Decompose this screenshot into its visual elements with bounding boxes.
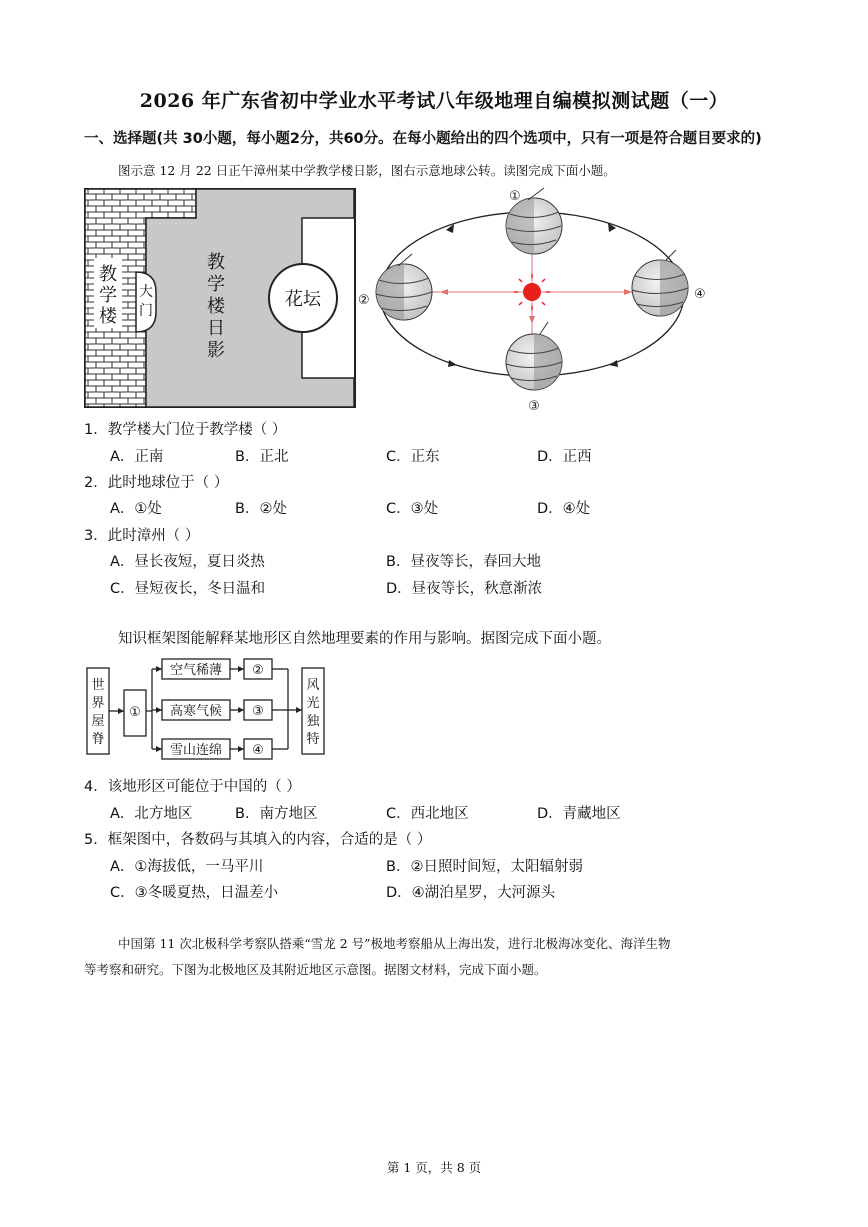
q1-option-c: C．正东: [386, 449, 440, 465]
svg-text:屋: 屋: [91, 714, 105, 729]
knowledge-framework-figure: [84, 656, 326, 760]
q2-option-d: D．④处: [537, 501, 591, 517]
svg-text:影: 影: [207, 340, 225, 361]
building-shadow-figure: [84, 188, 356, 408]
label-position-1: ①: [509, 189, 521, 204]
q4-option-a: A．北方地区: [110, 806, 193, 822]
intro-text-3-line2: 等考察和研究。下图为北极地区及其附近地区示意图。据图文材料，完成下面小题。: [84, 962, 547, 977]
earth-position-2: [376, 254, 432, 320]
question-3: 3．此时漳州（ ）: [84, 528, 200, 544]
q5-option-d: D．④湖泊星罗，大河源头: [386, 885, 556, 901]
label-position-4: ④: [694, 287, 706, 302]
q1-option-a: A．正南: [110, 449, 164, 465]
q3-option-d: D．昼夜等长，秋意渐浓: [386, 581, 543, 597]
svg-text:日: 日: [207, 318, 225, 339]
framework-box-2: 高寒气候: [169, 704, 223, 719]
sun: [523, 283, 541, 301]
framework-box-1: 空气稀薄: [169, 663, 223, 678]
q2-option-c: C．③处: [386, 501, 439, 517]
q4-option-d: D．青藏地区: [537, 806, 621, 822]
question-1: 1．教学楼大门位于教学楼（ ）: [84, 422, 287, 438]
svg-text:界: 界: [91, 696, 105, 711]
section-heading: 一、选择题(共 30小题，每小题2分，共60分。在每小题给出的四个选项中，只有一项是符合题目要求的): [84, 131, 762, 147]
q1-option-b: B．正北: [235, 449, 289, 465]
svg-text:楼: 楼: [207, 296, 225, 317]
intro-text-3-line1: 中国第 11 次北极科学考察队搭乘“雪龙 2 号”极地考察船从上海出发，进行北极海冰变化、海洋生物: [118, 936, 671, 951]
earth-position-4: [632, 250, 688, 316]
q1-option-d: D．正西: [537, 449, 592, 465]
q3-option-c: C．昼短夜长，冬日温和: [110, 581, 266, 597]
q4-option-c: C．西北地区: [386, 806, 469, 822]
framework-num-3: ③: [252, 704, 264, 719]
q2-option-a: A．①处: [110, 501, 162, 517]
label-position-3: ③: [528, 399, 540, 412]
flowerbed-label: 花坛: [285, 289, 321, 310]
building-label-2: 学: [99, 285, 117, 306]
svg-text:光: 光: [306, 696, 320, 711]
framework-center-box: ①: [129, 705, 141, 720]
gate-label-1: 大: [139, 284, 153, 300]
svg-text:世: 世: [91, 678, 105, 693]
svg-text:教: 教: [207, 252, 225, 273]
framework-box-3: 雪山连绵: [169, 743, 223, 758]
earth-revolution-figure: [354, 184, 716, 412]
intro-text-2: 知识框架图能解释某地形区自然地理要素的作用与影响。据图完成下面小题。: [118, 631, 611, 647]
svg-text:特: 特: [306, 732, 320, 747]
q5-option-b: B．②日照时间短，太阳辐射弱: [386, 859, 583, 875]
q4-option-b: B．南方地区: [235, 806, 318, 822]
question-2: 2．此时地球位于（ ）: [84, 475, 229, 491]
framework-num-2: ②: [252, 663, 264, 678]
q5-option-a: A．①海拔低，一马平川: [110, 859, 264, 875]
q2-option-b: B．②处: [235, 501, 287, 517]
page-title: 2026 年广东省初中学业水平考试八年级地理自编模拟测试题（一）: [139, 90, 729, 112]
intro-text-1: 图示意 12 月 22 日正午漳州某中学教学楼日影，图右示意地球公转。读图完成下面小题。: [118, 163, 616, 178]
svg-text:独: 独: [306, 714, 320, 729]
page-footer: 第 1 页，共 8 页: [386, 1160, 482, 1175]
building-label-1: 教: [99, 264, 117, 285]
framework-num-4: ④: [252, 743, 264, 758]
gate-label-2: 门: [139, 303, 153, 319]
earth-position-3: [506, 322, 562, 390]
question-4: 4．该地形区可能位于中国的（ ）: [84, 779, 301, 795]
q3-option-a: A．昼长夜短，夏日炎热: [110, 554, 265, 570]
gate: [136, 272, 156, 332]
building-label-3: 楼: [99, 306, 117, 327]
svg-text:脊: 脊: [91, 732, 105, 747]
svg-text:学: 学: [207, 274, 225, 295]
svg-text:风: 风: [306, 678, 320, 693]
q3-option-b: B．昼夜等长，春回大地: [386, 554, 541, 570]
q5-option-c: C．③冬暖夏热，日温差小: [110, 885, 279, 901]
label-position-2: ②: [358, 293, 370, 308]
question-5: 5．框架图中，各数码与其填入的内容，合适的是（ ）: [84, 832, 432, 848]
